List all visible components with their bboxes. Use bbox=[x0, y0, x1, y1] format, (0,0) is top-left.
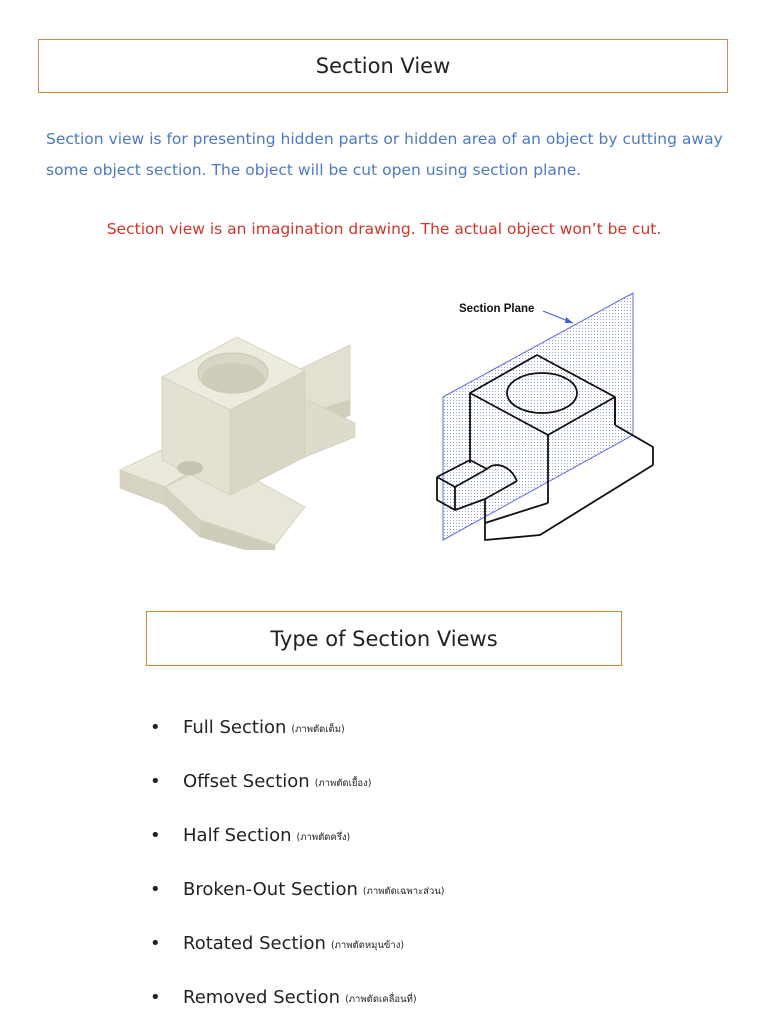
imagination-note: Section view is an imagination drawing. The actual object won’t be cut. bbox=[106, 220, 662, 238]
bullet: • bbox=[150, 878, 161, 900]
bullet: • bbox=[150, 986, 161, 1008]
type-name: Broken-Out Section bbox=[183, 878, 358, 900]
type-name: Removed Section bbox=[183, 986, 341, 1008]
type-name: Offset Section bbox=[183, 770, 310, 792]
intro-paragraph: Section view is for presenting hidden parts or hidden area of an object by cutting away some object section. The object will be cut open using section plane. bbox=[46, 130, 723, 179]
section-plane bbox=[443, 293, 633, 540]
list-item bbox=[150, 916, 445, 970]
section-plane-illustration bbox=[425, 285, 665, 550]
bullet: • bbox=[150, 932, 161, 954]
page-title: Section View bbox=[315, 54, 451, 78]
bullet: • bbox=[150, 716, 161, 738]
type-thai: (ภาพตัดเคลื่อนที่) bbox=[345, 993, 417, 1005]
list-item bbox=[150, 862, 445, 916]
list-item bbox=[150, 808, 445, 862]
list-item bbox=[150, 754, 445, 808]
type-name: Rotated Section bbox=[183, 932, 326, 954]
types-title: Type of Section Views bbox=[270, 626, 498, 651]
type-thai: (ภาพตัดครึ่ง) bbox=[296, 831, 351, 843]
type-thai: (ภาพตัดเต็ม) bbox=[291, 723, 345, 735]
type-thai: (ภาพตัดเฉพาะส่วน) bbox=[362, 885, 445, 897]
type-thai: (ภาพตัดเยื้อง) bbox=[314, 777, 372, 789]
types-title-box bbox=[146, 611, 622, 666]
section-plane-label: Section Plane bbox=[459, 303, 535, 315]
section-types-list bbox=[150, 700, 445, 1024]
type-thai: (ภาพตัดหมุนข้าง) bbox=[330, 939, 405, 951]
page-title-box bbox=[38, 39, 728, 93]
bullet: • bbox=[150, 824, 161, 846]
list-item bbox=[150, 970, 445, 1024]
list-item bbox=[150, 700, 445, 754]
solid-object-illustration bbox=[110, 325, 380, 550]
type-name: Half Section bbox=[183, 824, 292, 846]
type-name: Full Section bbox=[183, 716, 287, 738]
bullet: • bbox=[150, 770, 161, 792]
